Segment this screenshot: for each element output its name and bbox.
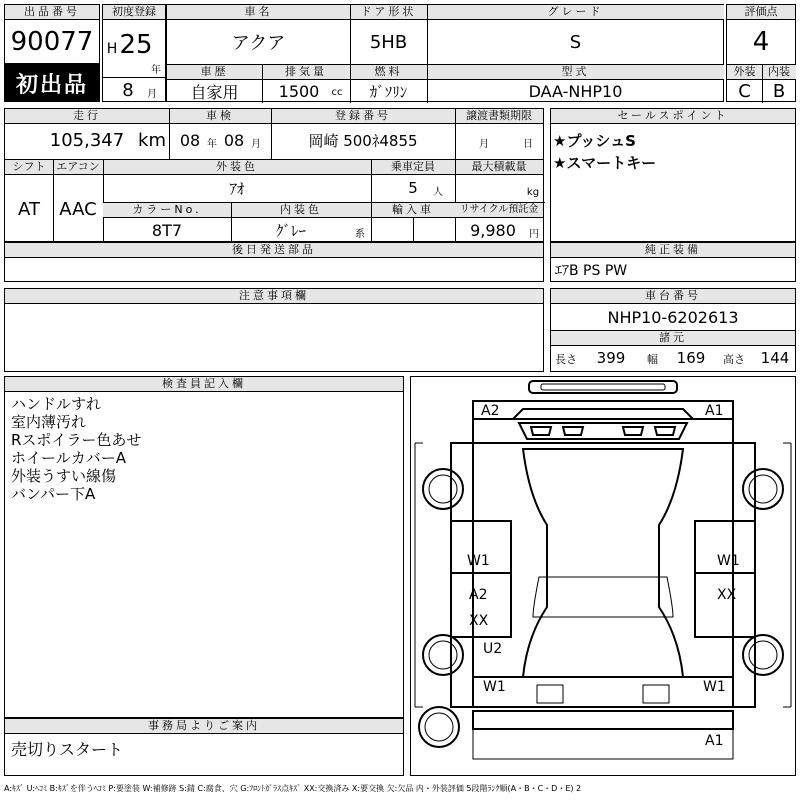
inspection-year: 08	[179, 130, 201, 150]
score-label: 評価点	[727, 5, 795, 20]
car-name: アクア	[231, 33, 286, 54]
chassis-block	[550, 288, 796, 372]
mark-right-rear-door: XX	[717, 587, 737, 603]
inspector-notes-list	[11, 395, 141, 503]
lot-number: 90077	[10, 27, 94, 57]
mark-front-left: A2	[481, 403, 500, 419]
height: 144	[760, 349, 790, 367]
later-parts-block	[4, 242, 544, 282]
grade: S	[569, 31, 582, 53]
later-parts-label: 後日発送部品	[5, 243, 543, 258]
office-notice-label: 事務局よりご案内	[5, 719, 403, 734]
capacity-unit: 人	[433, 186, 443, 198]
plate-number: 岡崎 500ﾈ4855	[308, 131, 418, 150]
office-notice: 売切りスタート	[11, 739, 124, 759]
vehicle-summary-block	[166, 4, 724, 102]
plate-label: 登録番号	[271, 109, 455, 124]
exterior-grade: C	[738, 80, 751, 102]
sales-point-item: ★スマートキー	[553, 153, 657, 172]
mark-left-rear-door-1: A2	[469, 587, 488, 603]
recycle-fee-unit: 円	[529, 228, 539, 240]
fuel-label: 燃料	[350, 65, 427, 80]
color-number-label: カラーNo.	[103, 203, 231, 218]
chassis-number: NHP10-6202613	[607, 307, 739, 327]
grade-label: グレード	[427, 5, 724, 20]
era-letter: H	[106, 41, 118, 57]
inspector-notes-label: 検査員記入欄	[5, 377, 403, 392]
registration-year: 25	[119, 30, 153, 60]
legend: A:ｷｽﾞ U:ﾍｺﾐ B:ｷｽﾞを伴うﾍｺﾐ P:要塗装 W:補修跡 S:錆 C:腐食、穴 G:ﾌﾛﾝﾄｶﾞﾗｽ点ｷｽﾞ XX:交換済み X:要交換 欠:欠品 内・外装評価 5段階ﾗﾝｸ順(A・B・C・D・E) 2	[4, 783, 582, 793]
vehicle-info-block	[4, 108, 544, 242]
exterior-color-label: 外装色	[103, 160, 371, 175]
door-label: ドア形状	[350, 5, 427, 20]
score-cell	[726, 4, 796, 102]
fuel-type: ｶﾞｿﾘﾝ	[369, 82, 408, 101]
length-label: 長さ	[555, 353, 577, 366]
lot-number-label: 出品番号	[5, 5, 99, 20]
door-type: 5HB	[369, 31, 408, 53]
first-listing-badge: 初出品	[4, 64, 100, 102]
vehicle-history: 自家用	[190, 82, 239, 102]
model-label: 型式	[427, 65, 724, 80]
exterior-color: ｱｵ	[229, 179, 245, 198]
sales-points-label: セールスポイント	[551, 109, 795, 124]
inspection-month: 08	[223, 130, 245, 150]
office-notice-block	[4, 718, 404, 776]
car-name-label: 車名	[167, 5, 350, 20]
interior-color-label: 内装色	[231, 203, 371, 218]
year-unit: 年	[151, 64, 161, 76]
length: 399	[596, 349, 626, 367]
mark-left-rear: W1	[483, 679, 506, 695]
transfer-day-unit: 日	[523, 138, 533, 150]
mark-rear-bumper: A1	[705, 733, 724, 749]
interior-grade: B	[772, 80, 786, 102]
caution-label: 注意事項欄	[5, 289, 543, 304]
registration-month: 8	[122, 79, 134, 101]
mileage: 105,347	[49, 129, 125, 151]
shift: AT	[18, 198, 40, 220]
equipment-list: ｴｱB PS PW	[555, 263, 628, 279]
width-label: 幅	[647, 353, 658, 366]
max-load-label: 最大積載量	[455, 160, 543, 175]
width: 169	[676, 349, 706, 367]
shift-label: シフト	[5, 160, 53, 175]
recycle-label: リサイクル預託金	[455, 203, 543, 218]
mark-right-rear: W1	[703, 679, 726, 695]
mark-left-front-door: W1	[467, 553, 490, 569]
sales-point-item: ★プッシュS	[553, 131, 636, 150]
month-unit: 月	[147, 88, 157, 100]
history-label: 車歴	[167, 65, 262, 80]
caution-block	[4, 288, 544, 372]
mark-front-right: A1	[705, 403, 724, 419]
first-registration-label: 初度登録	[103, 5, 165, 20]
capacity: 5	[408, 179, 418, 197]
chassis-label: 車台番号	[551, 289, 795, 304]
inspector-note: Rスポイラー色あせ	[11, 431, 142, 449]
lot-number-cell	[4, 4, 100, 64]
equipment-label: 純正装備	[551, 243, 795, 258]
interior-grade-label: 内装	[762, 65, 796, 80]
import-label: 輸入車	[371, 203, 455, 218]
recycle-fee: 9,980	[470, 220, 516, 240]
mileage-label: 走行	[5, 109, 169, 124]
inspector-note: 外装うすい線傷	[11, 467, 117, 485]
inspection-year-unit: 年	[207, 138, 217, 150]
mark-left-rear-door-2: XX	[469, 613, 489, 629]
inspector-note: ハンドルすれ	[11, 395, 102, 413]
equipment-block	[550, 242, 796, 282]
sales-points-block	[550, 108, 796, 242]
inspector-note: 室内薄汚れ	[11, 413, 87, 431]
height-label: 高さ	[723, 353, 745, 366]
transfer-month-unit: 月	[479, 138, 489, 150]
displacement: 1500	[278, 81, 320, 101]
damage-diagram	[410, 376, 796, 776]
inspection-label: 車検	[169, 109, 271, 124]
score: 4	[752, 27, 770, 57]
mark-left-quarter: U2	[483, 641, 503, 657]
dimensions-label: 諸元	[551, 331, 795, 346]
inspector-note: バンパー下A	[11, 485, 96, 503]
color-number: 8T7	[151, 220, 183, 240]
mark-right-front-door: W1	[717, 553, 740, 569]
inspector-notes-block	[4, 376, 404, 718]
inspection-month-unit: 月	[251, 138, 261, 150]
interior-color: ｸﾞﾚｰ	[275, 221, 306, 240]
aircon: AAC	[59, 198, 97, 220]
exterior-grade-label: 外装	[727, 65, 762, 80]
first-registration-cell	[102, 4, 166, 102]
transfer-label: 譲渡書類期限	[455, 109, 543, 124]
car-outline-diagram	[411, 377, 795, 775]
capacity-label: 乗車定員	[371, 160, 455, 175]
model-code: DAA-NHP10	[528, 81, 623, 101]
mileage-unit: km	[138, 129, 166, 151]
aircon-label: エアコン	[53, 160, 103, 175]
displacement-label: 排気量	[262, 65, 350, 80]
max-load-unit: kg	[526, 186, 540, 198]
inspector-note: ホイールカバーA	[11, 449, 126, 467]
displacement-unit: cc	[331, 86, 343, 98]
interior-color-unit: 系	[355, 228, 365, 240]
